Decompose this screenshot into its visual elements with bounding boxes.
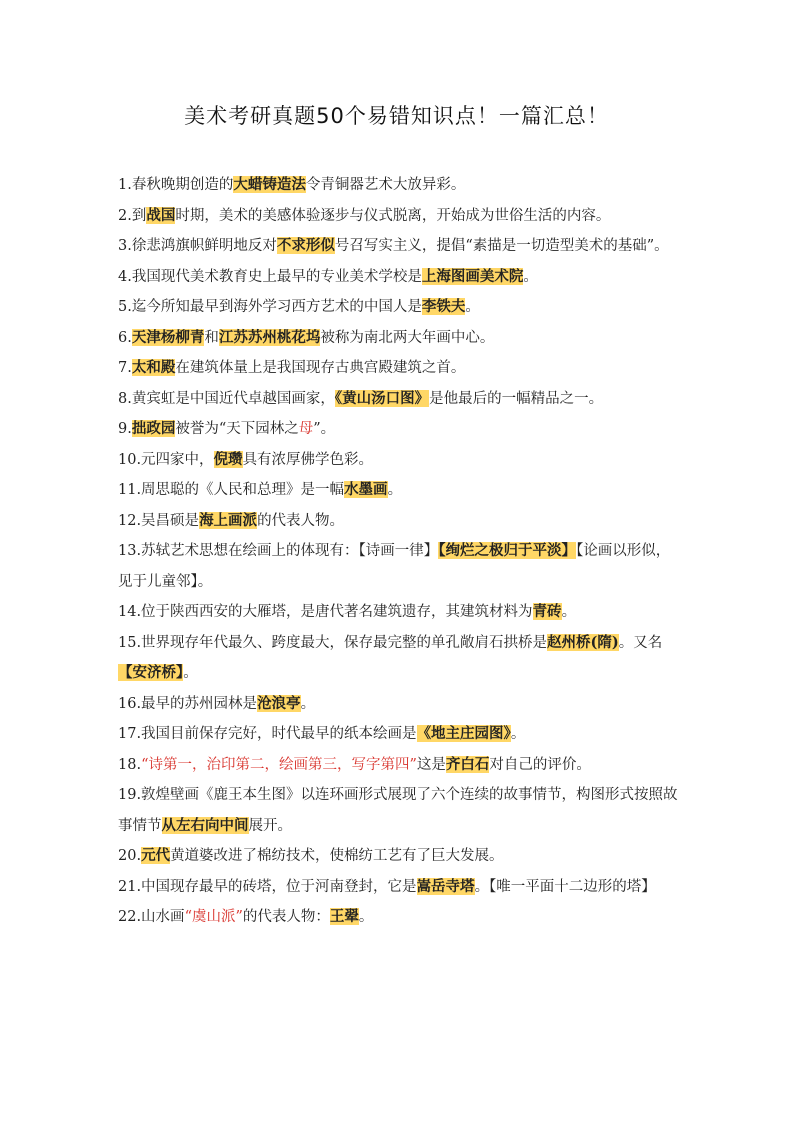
list-item bbox=[118, 597, 683, 628]
item-text: 。 bbox=[465, 299, 480, 315]
list-item bbox=[118, 231, 683, 262]
list-item bbox=[118, 323, 683, 354]
item-text: 9. bbox=[118, 421, 132, 437]
list-item bbox=[118, 201, 683, 232]
highlighted-term: 沧浪亭 bbox=[257, 694, 301, 712]
knowledge-point-list bbox=[118, 170, 683, 933]
highlighted-term: 【安济桥】 bbox=[118, 664, 184, 681]
item-text: 具有浓厚佛学色彩。 bbox=[242, 451, 374, 468]
highlighted-term: 倪瓒 bbox=[213, 450, 243, 468]
item-text: 。 bbox=[300, 695, 316, 712]
highlighted-term: 水墨画 bbox=[344, 481, 388, 498]
item-text: 在建筑体量上是我国现存古典宫殿建筑之首。 bbox=[175, 360, 466, 376]
red-emphasis-text: 母 bbox=[298, 421, 314, 437]
list-item bbox=[118, 262, 683, 293]
list-item bbox=[118, 750, 683, 781]
item-text: 22.山水画 bbox=[118, 909, 185, 925]
list-item bbox=[118, 536, 683, 597]
item-text: 16.最早的苏州园林是 bbox=[118, 695, 258, 712]
item-text: 11.周思聪的《人民和总理》是一幅 bbox=[118, 482, 345, 498]
highlighted-term: 《黄山汤口图》 bbox=[334, 389, 430, 407]
red-emphasis-text: “诗第一，治印第二，绘画第三，写字第四” bbox=[141, 756, 417, 773]
item-text: 7. bbox=[118, 360, 132, 376]
list-item bbox=[118, 841, 683, 872]
item-text: 15.世界现存年代最久、跨度最大，保存最完整的单孔敞肩石拱桥是 bbox=[118, 634, 548, 651]
item-text: 6. bbox=[118, 329, 132, 346]
item-text: 对自己的评价。 bbox=[489, 756, 591, 773]
list-item bbox=[118, 902, 683, 933]
item-text: 时期，美术的美感体验逐步与仪式脱离，开始成为世俗生活的内容。 bbox=[175, 207, 611, 224]
item-text: 。 bbox=[510, 726, 526, 742]
list-item bbox=[118, 414, 683, 445]
list-item bbox=[118, 628, 683, 689]
item-text: ”。 bbox=[313, 421, 336, 437]
item-text: 的代表人物。 bbox=[257, 512, 345, 529]
red-emphasis-text: “虞山派” bbox=[184, 909, 243, 925]
list-item bbox=[118, 353, 683, 384]
list-item bbox=[118, 475, 683, 506]
highlighted-term: 李铁夫 bbox=[421, 298, 466, 315]
highlighted-term: 上海图画美术院 bbox=[421, 267, 524, 285]
item-text: 17.我国目前保存完好，时代最早的纸本绘画是 bbox=[118, 726, 417, 742]
list-item bbox=[118, 719, 683, 750]
item-text: 。 bbox=[358, 909, 374, 925]
list-item bbox=[118, 872, 683, 903]
item-text: 和 bbox=[204, 329, 219, 346]
highlighted-term: 齐白石 bbox=[445, 755, 490, 773]
item-text: 展开。 bbox=[248, 817, 292, 834]
highlighted-term: 【绚烂之极归于平淡】 bbox=[438, 542, 577, 559]
item-text: 19.敦煌壁画《鹿王本生图》以连环画形式展现了六个连续的故事情节，构图形式按照故事情节 bbox=[118, 787, 678, 834]
item-text: 21.中国现存最早的砖塔，位于河南登封，它是 bbox=[118, 878, 417, 895]
list-item bbox=[118, 384, 683, 415]
item-text: 的代表人物： bbox=[242, 909, 330, 925]
item-text: 。 bbox=[523, 268, 538, 285]
highlighted-term: 战国 bbox=[146, 206, 176, 224]
highlighted-term: 元代 bbox=[141, 847, 171, 864]
list-item bbox=[118, 506, 683, 537]
item-text: 。 bbox=[387, 482, 403, 498]
item-text: 。【唯一平面十二边形的塔】 bbox=[474, 878, 656, 895]
item-text: 12.吴昌硕是 bbox=[118, 512, 200, 529]
item-text: 1.春秋晚期创造的 bbox=[118, 177, 234, 193]
item-text: 18. bbox=[118, 756, 142, 773]
highlighted-term: 海上画派 bbox=[199, 511, 258, 529]
item-text: 。又名 bbox=[618, 634, 663, 651]
highlighted-term: 拙政园 bbox=[131, 420, 176, 437]
item-text: 。 bbox=[561, 604, 577, 620]
item-text: 。 bbox=[183, 665, 198, 681]
item-text: 被誉为“天下园林之 bbox=[175, 421, 299, 437]
item-text: 20. bbox=[118, 848, 142, 864]
item-text: 13.苏轼艺术思想在绘画上的体现有：【诗画一律】 bbox=[118, 543, 439, 559]
item-text: 是他最后的一幅精品之一。 bbox=[429, 390, 604, 407]
item-text: 14.位于陕西西安的大雁塔，是唐代著名建筑遗存，其建筑材料为 bbox=[118, 604, 533, 620]
item-text: 令青铜器艺术大放异彩。 bbox=[305, 177, 466, 193]
list-item bbox=[118, 170, 683, 201]
highlighted-term: 赵州桥(隋) bbox=[547, 633, 619, 651]
page-title: 美术考研真题50个易错知识点！一篇汇总！ bbox=[184, 104, 609, 128]
highlighted-term: 嵩岳寺塔 bbox=[416, 877, 475, 895]
item-text: 【论画以形似，见于儿童邻】。 bbox=[118, 543, 671, 590]
item-text: 4.我国现代美术教育史上最早的专业美术学校是 bbox=[118, 268, 422, 285]
item-text: 10.元四家中， bbox=[118, 451, 214, 468]
highlighted-term: 不求形似 bbox=[276, 237, 335, 254]
list-item bbox=[118, 445, 683, 476]
item-text: 这是 bbox=[416, 756, 446, 773]
highlighted-term: 从左右向中间 bbox=[161, 816, 249, 834]
item-text: 5.迄今所知最早到海外学习西方艺术的中国人是 bbox=[118, 299, 422, 315]
highlighted-term: 《地主庄园图》 bbox=[416, 725, 511, 742]
highlighted-term: 太和殿 bbox=[131, 359, 176, 376]
highlighted-term: 王翚 bbox=[329, 908, 359, 925]
item-text: 号召写实主义，提倡“素描是一切造型美术的基础”。 bbox=[334, 238, 669, 254]
item-text: 黄道婆改进了棉纺技术，使棉纺工艺有了巨大发展。 bbox=[170, 848, 504, 864]
item-text: 被称为南北两大年画中心。 bbox=[320, 329, 495, 346]
list-item bbox=[118, 689, 683, 720]
item-text: 2.到 bbox=[118, 207, 147, 224]
highlighted-term: 大蜡铸造法 bbox=[233, 176, 306, 193]
highlighted-term: 青砖 bbox=[532, 603, 562, 620]
item-text: 3.徐悲鸿旗帜鲜明地反对 bbox=[118, 238, 277, 254]
list-item bbox=[118, 780, 683, 841]
item-text: 8.黄宾虹是中国近代卓越国画家， bbox=[118, 390, 335, 407]
highlighted-term: 天津杨柳青 bbox=[131, 328, 205, 346]
highlighted-term: 江苏苏州桃花坞 bbox=[218, 328, 321, 346]
list-item bbox=[118, 292, 683, 323]
